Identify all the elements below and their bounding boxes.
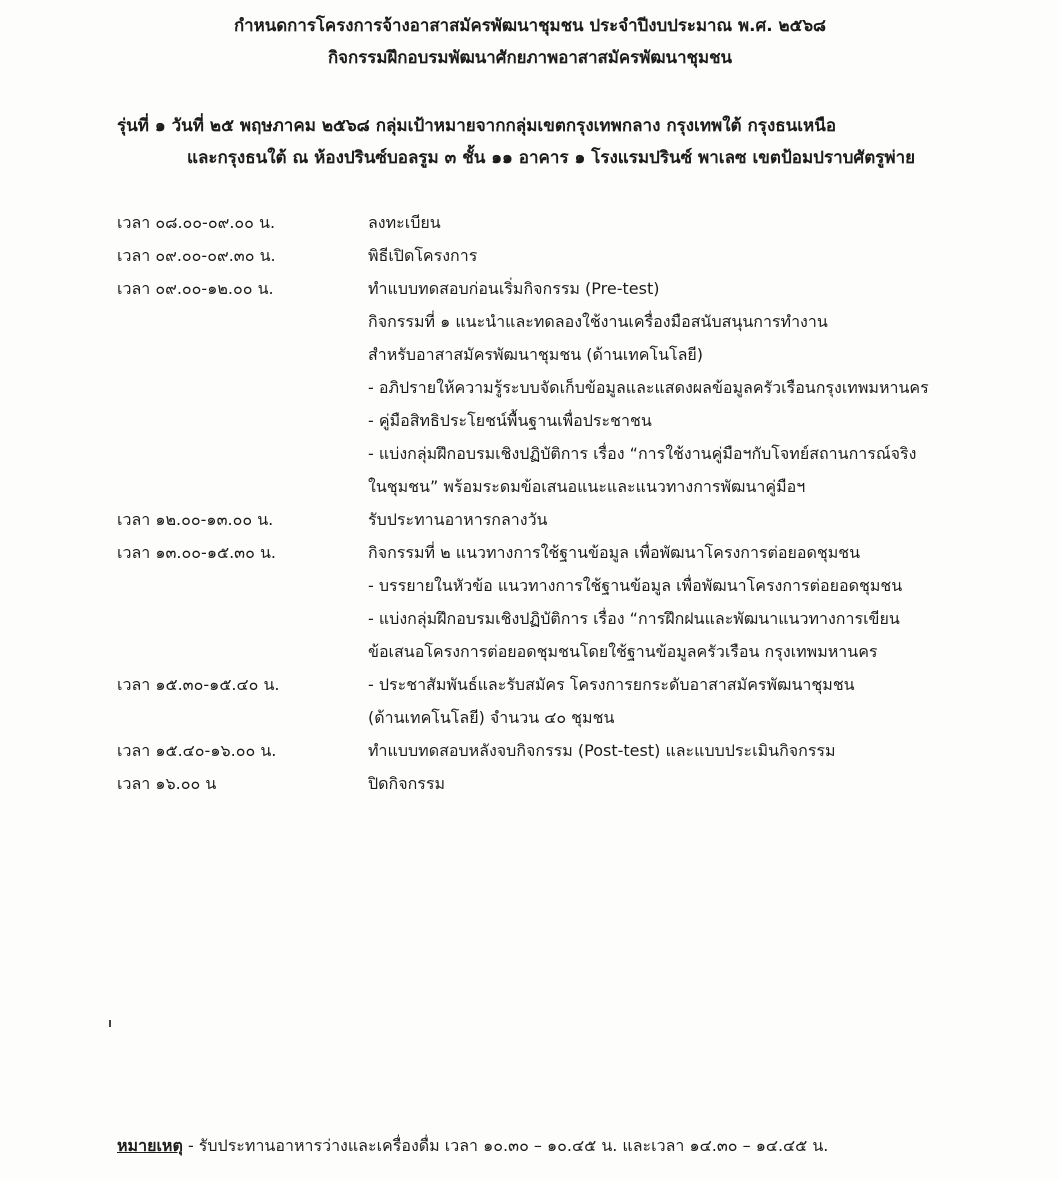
schedule-time: เวลา ๑๖.๐๐ น [117, 774, 217, 793]
schedule-time: เวลา ๑๕.๓๐-๑๕.๔๐ น. [117, 675, 280, 694]
footnote [117, 1132, 828, 1160]
schedule-activity: - บรรยายในหัวข้อ แนวทางการใช้ฐานข้อมูล เพื่อพัฒนาโครงการต่อยอดชุมชน [368, 576, 903, 595]
footnote-text: - รับประทานอาหารว่างและเครื่องดื่ม เวลา ๑๐.๓๐ – ๑๐.๔๕ น. และเวลา ๑๔.๓๐ – ๑๔.๔๕ น. [182, 1136, 829, 1155]
schedule-time: เวลา ๐๙.๐๐-๑๒.๐๐ น. [117, 279, 274, 298]
schedule-row [0, 736, 1060, 766]
session-info-line-1: รุ่นที่ ๑ วันที่ ๒๕ พฤษภาคม ๒๕๖๘ กลุ่มเป้าหมายจากกลุ่มเขตกรุงเทพกลาง กรุงเทพใต้ กรุงธนเหนือ [117, 116, 837, 136]
schedule-activity: ข้อเสนอโครงการต่อยอดชุมชนโดยใช้ฐานข้อมูลครัวเรือน กรุงเทพมหานคร [368, 642, 878, 661]
schedule-row [0, 670, 1060, 700]
schedule-activity: - แบ่งกลุ่มฝึกอบรมเชิงปฏิบัติการ เรื่อง “การใช้งานคู่มือฯกับโจทย์สถานการณ์จริง [368, 444, 917, 463]
schedule-time: เวลา ๐๙.๐๐-๐๙.๓๐ น. [117, 246, 276, 265]
schedule-row [0, 307, 1060, 337]
schedule-row [0, 703, 1060, 733]
schedule-activity: กิจกรรมที่ ๒ แนวทางการใช้ฐานข้อมูล เพื่อพัฒนาโครงการต่อยอดชุมชน [368, 543, 861, 562]
schedule-activity: (ด้านเทคโนโลยี) จำนวน ๔๐ ชุมชน [368, 708, 615, 727]
schedule-row [0, 472, 1060, 502]
schedule-activity: พิธีเปิดโครงการ [368, 246, 478, 265]
schedule-activity: ทำแบบทดสอบก่อนเริ่มกิจกรรม (Pre-test) [368, 279, 660, 298]
schedule-time: เวลา ๐๘.๐๐-๐๙.๐๐ น. [117, 213, 276, 232]
schedule-row [0, 274, 1060, 304]
schedule-activity: กิจกรรมที่ ๑ แนะนำและทดลองใช้งานเครื่องมือสนับสนุนการทำงาน [368, 312, 828, 331]
schedule-time: เวลา ๑๕.๔๐-๑๖.๐๐ น. [117, 741, 277, 760]
schedule-row [0, 406, 1060, 436]
document-subtitle: กิจกรรมฝึกอบรมพัฒนาศักยภาพอาสาสมัครพัฒนาชุมชน [327, 48, 733, 68]
footnote-label: หมายเหตุ [117, 1136, 183, 1155]
schedule-activity: - แบ่งกลุ่มฝึกอบรมเชิงปฏิบัติการ เรื่อง “การฝึกฝนและพัฒนาแนวทางการเขียน [368, 609, 900, 628]
scan-speck [109, 1020, 111, 1027]
document-title: กำหนดการโครงการจ้างอาสาสมัครพัฒนาชุมชน ประจำปีงบประมาณ พ.ศ. ๒๕๖๘ [233, 16, 827, 36]
schedule-row [0, 604, 1060, 634]
schedule-row [0, 208, 1060, 238]
schedule-row [0, 241, 1060, 271]
schedule-row [0, 439, 1060, 469]
schedule-activity: - อภิปรายให้ความรู้ระบบจัดเก็บข้อมูลและแสดงผลข้อมูลครัวเรือนกรุงเทพมหานคร [368, 378, 929, 397]
schedule-activity: รับประทานอาหารกลางวัน [368, 510, 548, 529]
schedule-activity: สำหรับอาสาสมัครพัฒนาชุมชน (ด้านเทคโนโลยี) [368, 345, 704, 364]
schedule-activity: ลงทะเบียน [368, 213, 441, 232]
schedule-row [0, 340, 1060, 370]
schedule-activity: ทำแบบทดสอบหลังจบกิจกรรม (Post-test) และแบบประเมินกิจกรรม [368, 741, 836, 760]
schedule-row [0, 538, 1060, 568]
schedule-activity: - คู่มือสิทธิประโยชน์พื้นฐานเพื่อประชาชน [368, 411, 652, 430]
schedule-time: เวลา ๑๓.๐๐-๑๕.๓๐ น. [117, 543, 276, 562]
schedule-time: เวลา ๑๒.๐๐-๑๓.๐๐ น. [117, 510, 274, 529]
session-info-line-2: และกรุงธนใต้ ณ ห้องปรินซ์บอลรูม ๓ ชั้น ๑๑ อาคาร ๑ โรงแรมปรินซ์ พาเลซ เขตป้อมปราบศัตรูพ่าย [187, 148, 916, 168]
schedule-row [0, 571, 1060, 601]
schedule-row [0, 769, 1060, 799]
schedule-activity: ปิดกิจกรรม [368, 774, 446, 793]
schedule-activity: ในชุมชน” พร้อมระดมข้อเสนอแนะและแนวทางการพัฒนาคู่มือฯ [368, 477, 806, 496]
schedule-row [0, 637, 1060, 667]
schedule-row [0, 505, 1060, 535]
schedule-row [0, 373, 1060, 403]
schedule-activity: - ประชาสัมพันธ์และรับสมัคร โครงการยกระดับอาสาสมัครพัฒนาชุมชน [368, 675, 855, 694]
